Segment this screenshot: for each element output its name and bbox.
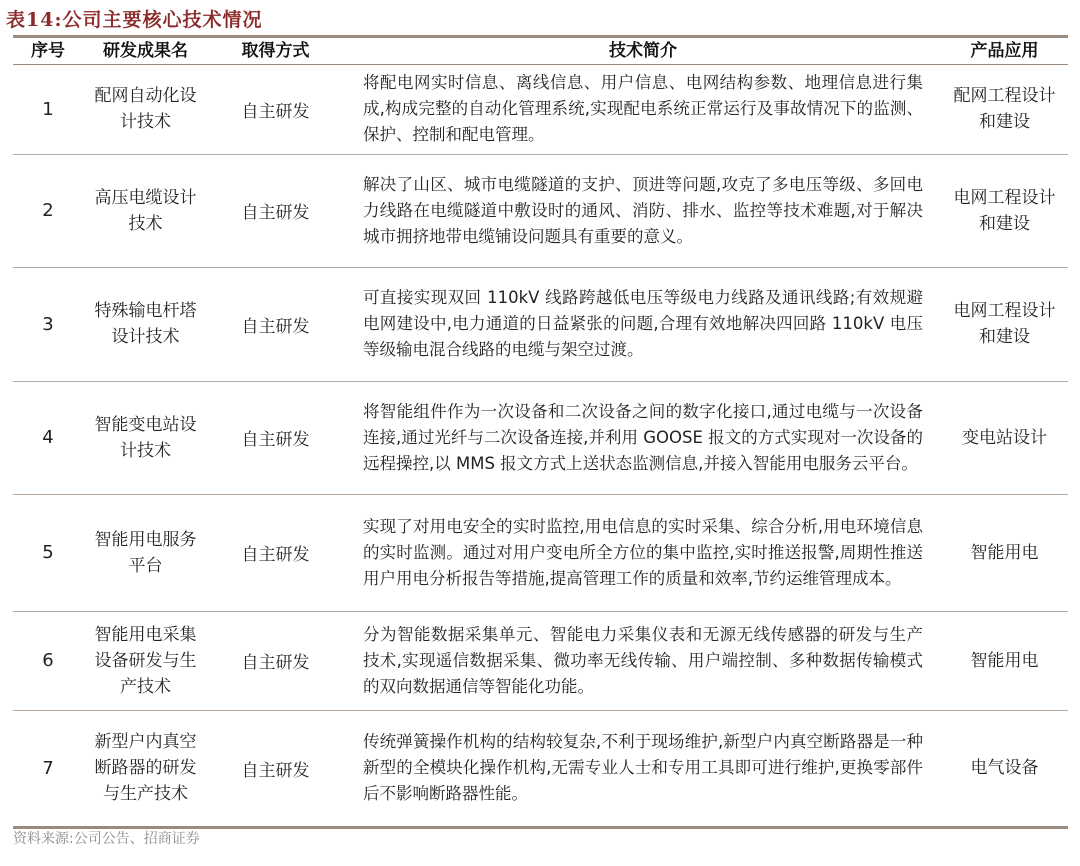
- table-row: [13, 494, 1068, 612]
- row-name: [83, 611, 208, 710]
- row-app: [941, 267, 1068, 381]
- row-method: 自主研发: [241, 760, 310, 781]
- row-desc: [363, 154, 923, 267]
- header-name: 研发成果名: [103, 41, 188, 61]
- table-title: 表14:公司主要核心技术情况: [6, 9, 263, 31]
- row-no: 6: [42, 650, 54, 671]
- row-name: [83, 267, 208, 381]
- row-desc-text: 实现了对用电安全的实时监控,用电信息的实时采集、综合分析,用电环境信息的实时监测。通过对用户变电所全方位的集中监控,实时推送报警,周期性推送用户用电分析报告等措施,提高管理工作的质量和效率,节约运维管理成本。: [363, 516, 923, 588]
- row-desc: [363, 710, 923, 826]
- row-app-text: 智能用电: [970, 650, 1039, 671]
- row-name: [83, 64, 208, 154]
- row-method: 自主研发: [241, 653, 310, 673]
- row-desc: [363, 381, 923, 494]
- row-app-text: 变电站设计: [962, 427, 1047, 448]
- row-desc-text: 解决了山区、城市电缆隧道的支护、顶进等问题,攻克了多电压等级、多回电力线路在电缆隧道中敷设时的通风、消防、排水、监控等技术难题,对于解决城市拥挤地带电缆铺设问题具有重要的意义。: [363, 174, 923, 246]
- row-desc-text: 传统弹簧操作机构的结构较复杂,不利于现场维护,新型户内真空断路器是一种新型的全模块化操作机构,无需专业人士和专用工具即可进行维护,更换零部件后不影响断路器性能。: [363, 732, 923, 803]
- row-name-text: 配网自动化设计技术: [94, 86, 197, 132]
- row-app: [941, 494, 1068, 611]
- table-row: [13, 267, 1068, 382]
- row-no: 3: [42, 313, 54, 335]
- row-no: 2: [42, 200, 54, 221]
- row-name: [83, 494, 208, 611]
- row-app: [941, 710, 1068, 826]
- row-app-text: 配网工程设计和建设: [953, 86, 1056, 132]
- row-method: 自主研发: [241, 545, 310, 565]
- row-no: 4: [42, 427, 54, 448]
- table-row: [13, 381, 1068, 495]
- row-name-text: 智能变电站设计技术: [94, 414, 197, 461]
- row-name-text: 特殊输电杆塔设计技术: [94, 301, 197, 347]
- table-row: [13, 154, 1068, 268]
- row-no: 7: [42, 757, 54, 779]
- row-name-text: 智能用电采集设备研发与生产技术: [94, 624, 197, 697]
- header-no: 序号: [31, 41, 65, 61]
- row-method: 自主研发: [241, 430, 310, 450]
- row-name: [83, 710, 208, 826]
- row-app-text: 智能用电: [970, 542, 1039, 563]
- row-desc: [363, 64, 923, 154]
- table-header: [13, 38, 1068, 65]
- row-app-text: 电网工程设计和建设: [953, 187, 1056, 234]
- row-method: 自主研发: [241, 101, 310, 122]
- row-no: 5: [42, 542, 54, 563]
- table-row: [13, 710, 1068, 829]
- row-app: [941, 611, 1068, 710]
- row-app-text: 电网工程设计和建设: [953, 301, 1056, 347]
- table-row: [13, 611, 1068, 711]
- row-desc: [363, 611, 923, 710]
- row-desc: [363, 494, 923, 611]
- header-method: 取得方式: [241, 41, 310, 61]
- row-desc-text: 分为智能数据采集单元、智能电力采集仪表和无源无线传感器的研发与生产技术,实现遥信数据采集、微功率无线传输、用户端控制、多种数据传输模式的双向数据通信等智能化功能。: [363, 624, 923, 696]
- table-row: [13, 64, 1068, 155]
- row-no: 1: [42, 98, 54, 120]
- row-desc-text: 可直接实现双回 110kV 线路跨越低电压等级电力线路及通讯线路;有效规避电网建设中,电力通道的日益紧张的问题,合理有效地解决四回路 110kV 电压等级输电混合线路的电缆与架空过渡。: [363, 288, 923, 359]
- row-name-text: 高压电缆设计技术: [94, 187, 197, 234]
- row-name-text: 智能用电服务平台: [94, 529, 197, 576]
- row-app: [941, 154, 1068, 267]
- row-app: [941, 381, 1068, 494]
- header-app: 产品应用: [970, 41, 1039, 61]
- row-desc-text: 将智能组件作为一次设备和二次设备之间的数字化接口,通过电缆与一次设备连接,通过光纤与二次设备连接,并利用 GOOSE 报文的方式实现对一次设备的远程操控,以 MMS 报文方式上送状态监测信息,并接入智能用电服务云平台。: [363, 401, 923, 473]
- row-desc: [363, 267, 923, 381]
- source-note: 资料来源:公司公告、招商证券: [13, 831, 200, 847]
- row-name: [83, 381, 208, 494]
- row-app: [941, 64, 1068, 154]
- row-method: 自主研发: [241, 203, 310, 223]
- row-name: [83, 154, 208, 267]
- header-desc: 技术简介: [609, 41, 677, 61]
- row-name-text: 新型户内真空断路器的研发与生产技术: [94, 732, 197, 804]
- row-method: 自主研发: [241, 316, 310, 337]
- row-desc-text: 将配电网实时信息、离线信息、用户信息、电网结构参数、地理信息进行集成,构成完整的自动化管理系统,实现配电系统正常运行及事故情况下的监测、保护、控制和配电管理。: [363, 73, 923, 144]
- row-app-text: 电气设备: [970, 758, 1039, 778]
